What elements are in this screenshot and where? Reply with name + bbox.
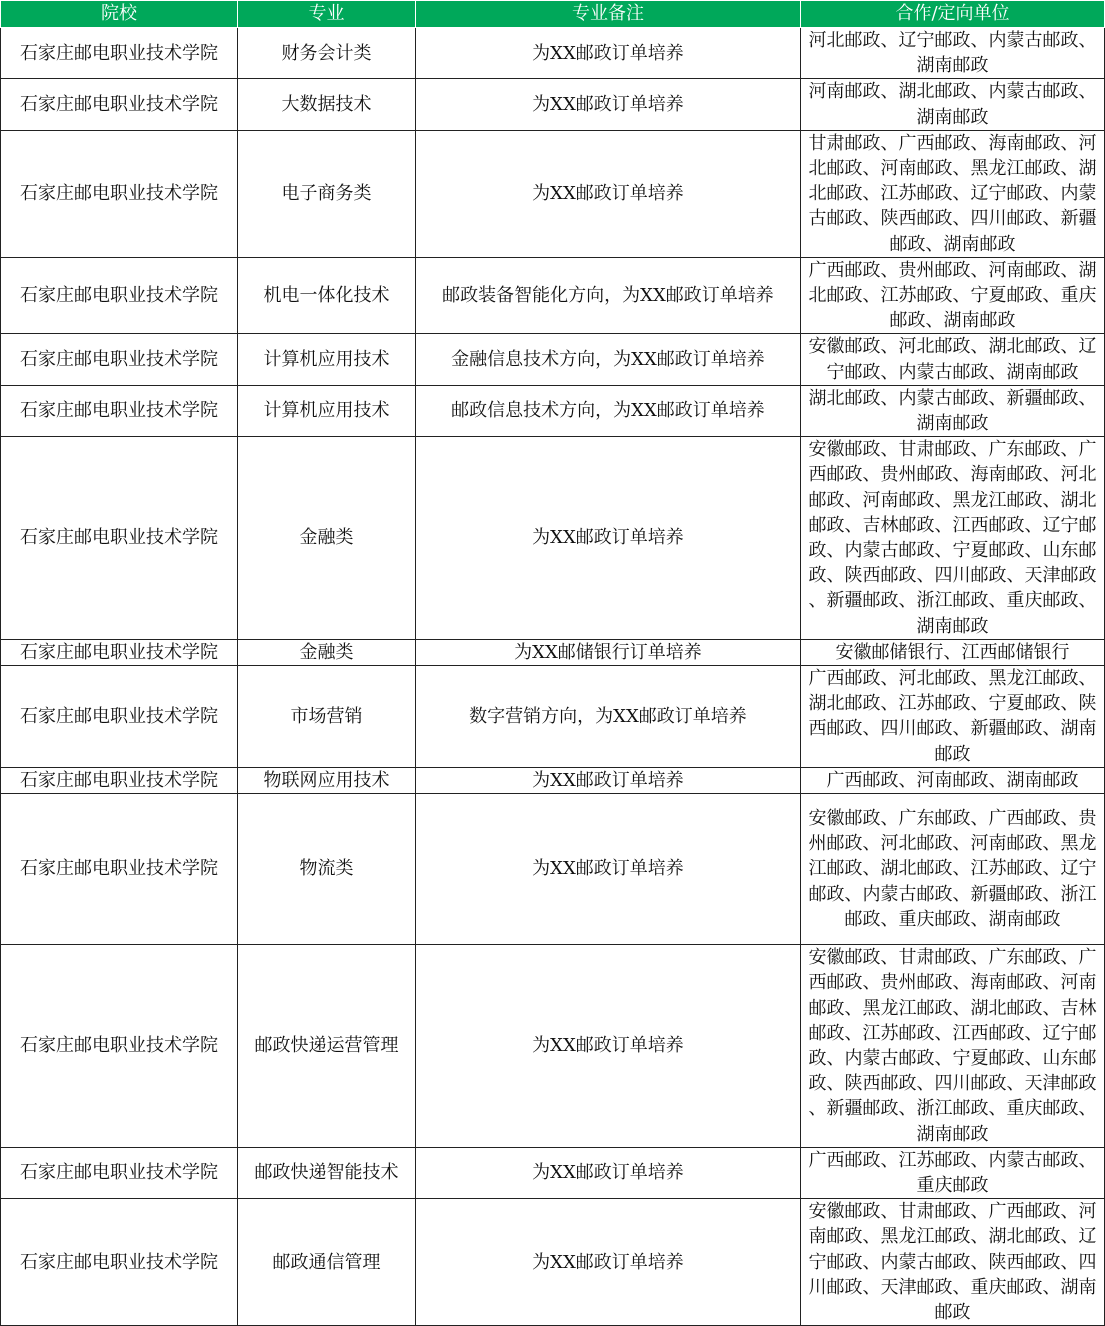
table-header xyxy=(1,1,1105,28)
table-row xyxy=(1,1199,1105,1326)
table-row xyxy=(1,334,1105,385)
cell-note: 为XX邮政订单培养 xyxy=(416,767,801,793)
table-row xyxy=(1,385,1105,436)
header-major: 专业 xyxy=(238,1,416,28)
cell-school: 石家庄邮电职业技术学院 xyxy=(1,79,238,130)
table-row xyxy=(1,1147,1105,1198)
cell-note: 为XX邮政订单培养 xyxy=(416,28,801,79)
header-units: 合作/定向单位 xyxy=(801,1,1105,28)
table-row xyxy=(1,794,1105,945)
cell-school: 石家庄邮电职业技术学院 xyxy=(1,945,238,1148)
table-row xyxy=(1,79,1105,130)
cell-note: 为XX邮政订单培养 xyxy=(416,1199,801,1326)
cell-note: 为XX邮政订单培养 xyxy=(416,79,801,130)
cell-school: 石家庄邮电职业技术学院 xyxy=(1,130,238,257)
table-row xyxy=(1,767,1105,793)
cell-note: 金融信息技术方向，为XX邮政订单培养 xyxy=(416,334,801,385)
cell-major: 大数据技术 xyxy=(238,79,416,130)
cell-units: 广西邮政、河南邮政、湖南邮政 xyxy=(801,767,1105,793)
table-row xyxy=(1,437,1105,640)
cell-units: 河南邮政、湖北邮政、内蒙古邮政、湖南邮政 xyxy=(801,79,1105,130)
cell-note: 邮政装备智能化方向，为XX邮政订单培养 xyxy=(416,257,801,334)
cell-major: 计算机应用技术 xyxy=(238,385,416,436)
cell-note: 为XX邮政订单培养 xyxy=(416,1147,801,1198)
cell-note: 邮政信息技术方向，为XX邮政订单培养 xyxy=(416,385,801,436)
cell-units: 安徽邮政、广东邮政、广西邮政、贵州邮政、河北邮政、河南邮政、黑龙江邮政、湖北邮政、江苏邮政、辽宁邮政、内蒙古邮政、新疆邮政、浙江邮政、重庆邮政、湖南邮政 xyxy=(801,794,1105,945)
cell-major: 邮政快递智能技术 xyxy=(238,1147,416,1198)
cell-major: 邮政通信管理 xyxy=(238,1199,416,1326)
header-row xyxy=(1,1,1105,28)
cell-school: 石家庄邮电职业技术学院 xyxy=(1,1147,238,1198)
cell-units: 甘肃邮政、广西邮政、海南邮政、河北邮政、河南邮政、黑龙江邮政、湖北邮政、江苏邮政、辽宁邮政、内蒙古邮政、陕西邮政、四川邮政、新疆邮政、湖南邮政 xyxy=(801,130,1105,257)
cell-units: 安徽邮政、甘肃邮政、广东邮政、广西邮政、贵州邮政、海南邮政、河南邮政、黑龙江邮政、湖北邮政、吉林邮政、江苏邮政、江西邮政、辽宁邮政、内蒙古邮政、宁夏邮政、山东邮政、陕西邮政、四川邮政、天津邮政、新疆邮政、浙江邮政、重庆邮政、湖南邮政 xyxy=(801,945,1105,1148)
cell-school: 石家庄邮电职业技术学院 xyxy=(1,639,238,665)
cell-units: 广西邮政、江苏邮政、内蒙古邮政、重庆邮政 xyxy=(801,1147,1105,1198)
table-row xyxy=(1,257,1105,334)
cell-major: 物联网应用技术 xyxy=(238,767,416,793)
cell-note: 数字营销方向，为XX邮政订单培养 xyxy=(416,666,801,768)
table-row xyxy=(1,945,1105,1148)
cell-major: 市场营销 xyxy=(238,666,416,768)
table-row xyxy=(1,28,1105,79)
header-note: 专业备注 xyxy=(416,1,801,28)
cell-major: 计算机应用技术 xyxy=(238,334,416,385)
cell-major: 财务会计类 xyxy=(238,28,416,79)
cell-major: 邮政快递运营管理 xyxy=(238,945,416,1148)
table-row xyxy=(1,639,1105,665)
cell-note: 为XX邮政订单培养 xyxy=(416,130,801,257)
cell-note: 为XX邮储银行订单培养 xyxy=(416,639,801,665)
cell-major: 机电一体化技术 xyxy=(238,257,416,334)
cell-school: 石家庄邮电职业技术学院 xyxy=(1,767,238,793)
cell-school: 石家庄邮电职业技术学院 xyxy=(1,1199,238,1326)
table-row xyxy=(1,666,1105,768)
cell-units: 安徽邮政、河北邮政、湖北邮政、辽宁邮政、内蒙古邮政、湖南邮政 xyxy=(801,334,1105,385)
table-body xyxy=(1,28,1105,1326)
cell-note: 为XX邮政订单培养 xyxy=(416,437,801,640)
cell-school: 石家庄邮电职业技术学院 xyxy=(1,257,238,334)
cell-note: 为XX邮政订单培养 xyxy=(416,794,801,945)
cell-school: 石家庄邮电职业技术学院 xyxy=(1,666,238,768)
cell-note: 为XX邮政订单培养 xyxy=(416,945,801,1148)
cell-school: 石家庄邮电职业技术学院 xyxy=(1,28,238,79)
cell-major: 物流类 xyxy=(238,794,416,945)
cell-major: 金融类 xyxy=(238,639,416,665)
cell-units: 广西邮政、河北邮政、黑龙江邮政、湖北邮政、江苏邮政、宁夏邮政、陕西邮政、四川邮政、新疆邮政、湖南邮政 xyxy=(801,666,1105,768)
cell-major: 电子商务类 xyxy=(238,130,416,257)
cell-units: 安徽邮政、甘肃邮政、广西邮政、河南邮政、黑龙江邮政、湖北邮政、辽宁邮政、内蒙古邮政、陕西邮政、四川邮政、天津邮政、重庆邮政、湖南邮政 xyxy=(801,1199,1105,1326)
cell-school: 石家庄邮电职业技术学院 xyxy=(1,334,238,385)
header-school: 院校 xyxy=(1,1,238,28)
cell-units: 安徽邮储银行、江西邮储银行 xyxy=(801,639,1105,665)
cell-units: 广西邮政、贵州邮政、河南邮政、湖北邮政、江苏邮政、宁夏邮政、重庆邮政、湖南邮政 xyxy=(801,257,1105,334)
table-row xyxy=(1,130,1105,257)
cell-school: 石家庄邮电职业技术学院 xyxy=(1,385,238,436)
cell-units: 湖北邮政、内蒙古邮政、新疆邮政、湖南邮政 xyxy=(801,385,1105,436)
cell-units: 河北邮政、辽宁邮政、内蒙古邮政、湖南邮政 xyxy=(801,28,1105,79)
cell-school: 石家庄邮电职业技术学院 xyxy=(1,437,238,640)
cell-units: 安徽邮政、甘肃邮政、广东邮政、广西邮政、贵州邮政、海南邮政、河北邮政、河南邮政、黑龙江邮政、湖北邮政、吉林邮政、江西邮政、辽宁邮政、内蒙古邮政、宁夏邮政、山东邮政、陕西邮政、四川邮政、天津邮政、新疆邮政、浙江邮政、重庆邮政、湖南邮政 xyxy=(801,437,1105,640)
cell-major: 金融类 xyxy=(238,437,416,640)
cell-school: 石家庄邮电职业技术学院 xyxy=(1,794,238,945)
